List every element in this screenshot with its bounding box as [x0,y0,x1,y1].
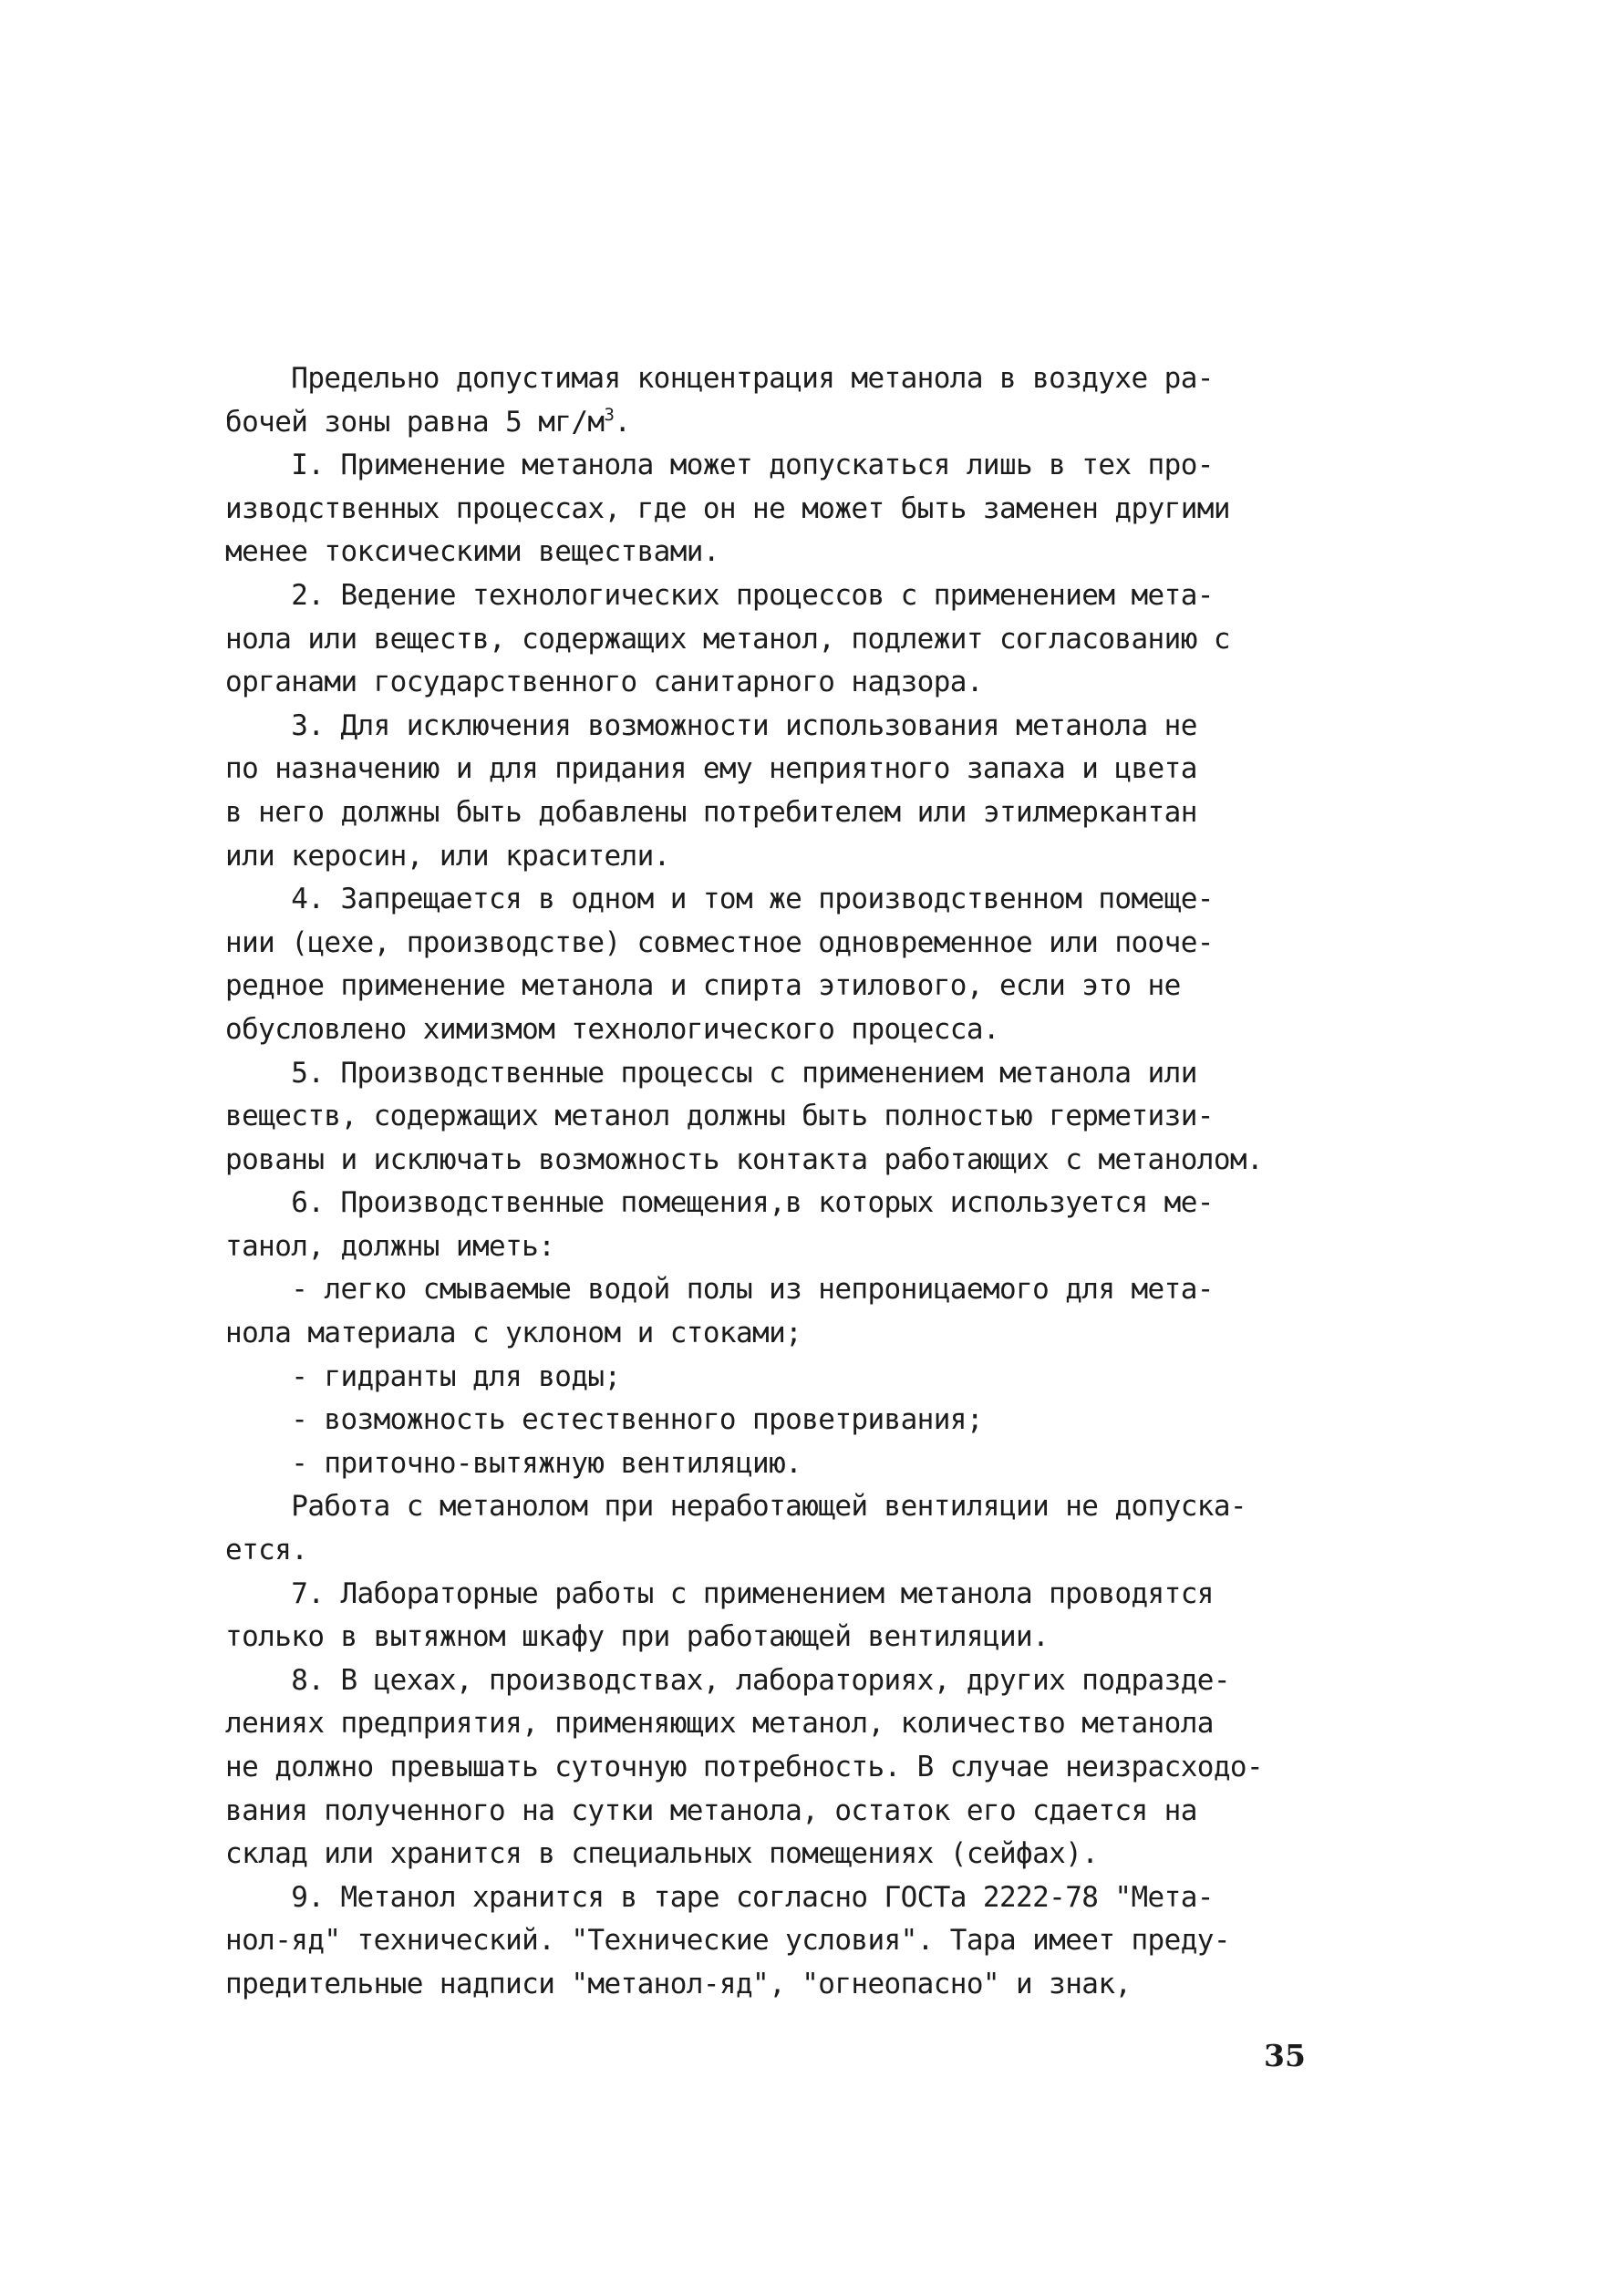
text-line: ется. [225,1534,308,1567]
text-line: 2. Ведение технологических процессов с применением мета- [225,578,1214,612]
text-line: Предельно допустимая концентрация метанола в воздухе ра- [225,362,1214,395]
text-line: 5. Производственные процессы с применением метанола или [225,1056,1197,1090]
text-line-part: бочей зоны равна 5 мг/м [225,405,605,439]
text-line: только в вытяжном шкафу при работающей вентиляции. [225,1620,1050,1654]
text-line: рованы и исключать возможность контакта работающих с метанолом. [225,1142,1264,1176]
text-line: - возможность естественного проветривания; [225,1403,983,1437]
body-text [225,357,1319,2007]
text-line: 8. В цехах, производствах, лабораториях, других подразде- [225,1663,1230,1697]
text-line: изводственных процессах, где он не может быть заменен другими [225,491,1230,525]
text-line: в него должны быть добавлены потребителем или этилмеркантан [225,795,1197,829]
text-line: Работа с метанолом при неработающей вентиляции не допуска- [225,1490,1246,1524]
text-line: нии (цехе, производстве) совместное одновременное или пооче- [225,925,1214,959]
text-line: нол-яд" технический. "Технические условия". Тара имеет преду- [225,1924,1230,1958]
page-number: 35 [1264,2038,1306,2073]
text-line: веществ, содержащих метанол должны быть полностью герметизи- [225,1100,1214,1133]
text-line: 7. Лабораторные работы с применением метанола проводятся [225,1576,1214,1610]
text-line: 6. Производственные помещения,в которых используется ме- [225,1186,1214,1220]
text-line: 9. Метанол хранится в таре согласно ГОСТа 2222-78 "Мета- [225,1880,1214,1914]
text-line: склад или хранится в специальных помещениях (сейфах). [225,1837,1099,1871]
text-line: обусловлено химизмом технологического процесса. [225,1012,999,1046]
text-line: не должно превышать суточную потребность. В случае неизрасходо- [225,1751,1264,1783]
text-line: - легко смываемые водой полы из непроницаемого для мета- [225,1273,1214,1307]
text-line: предительные надписи "метанол-яд", "огнеопасно" и знак, [225,1967,1132,2000]
text-line: - приточно-вытяжную вентиляцию. [225,1446,802,1480]
unit-superscript: 3 [604,404,615,425]
text-line: нола или веществ, содержащих метанол, подлежит согласованию с [225,622,1230,656]
text-line: - гидранты для воды; [225,1359,621,1393]
text-line: вания полученного на сутки метанола, остаток его сдается на [225,1793,1197,1827]
text-line: танол, должны иметь: [225,1229,555,1263]
text-line: 3. Для исключения возможности использования метанола не [225,708,1197,742]
text-line: по назначению и для придания ему неприятного запаха и цвета [225,752,1197,786]
text-line-end: . [614,405,631,439]
text-line: нола материала с уклоном и стоками; [225,1317,802,1350]
text-line: I. Применение метанола может допускаться лишь в тех про- [225,449,1214,482]
text-line: или керосин, или красители. [225,839,670,873]
text-line [225,401,1319,445]
text-line: лениях предприятия, применяющих метанол, количество метанола [225,1707,1214,1741]
text-line: менее токсическими веществами. [225,535,719,569]
text-line: органами государственного санитарного надзора. [225,666,983,699]
text-line: редное применение метанола и спирта этилового, если это не [225,969,1181,1003]
text-line: 4. Запрещается в одном и том же производственном помеще- [225,883,1214,916]
